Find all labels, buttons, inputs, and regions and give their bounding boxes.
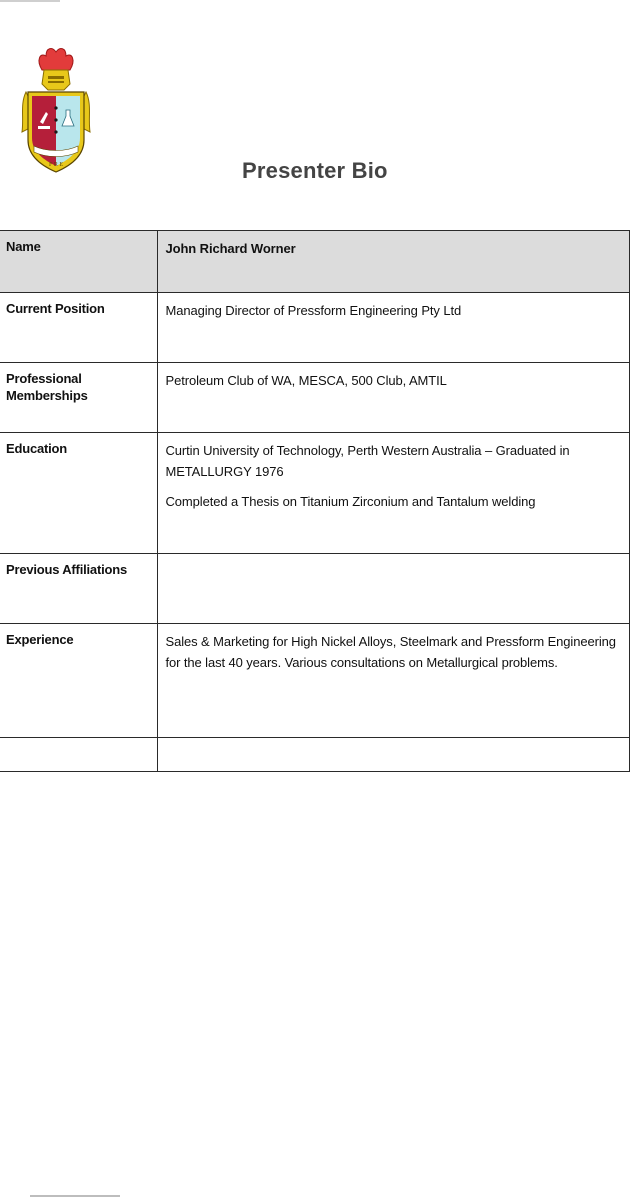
table-row — [0, 554, 629, 624]
top-edge-mark — [0, 0, 60, 2]
row-value — [157, 231, 629, 293]
row-label: Current Position — [0, 293, 157, 363]
page-title: Presenter Bio — [242, 158, 388, 183]
table-row — [0, 433, 629, 554]
row-value — [157, 624, 629, 738]
row-label: Name — [0, 231, 157, 293]
presenter-bio-table — [0, 230, 630, 772]
table-row — [0, 738, 629, 772]
value-paragraph: Managing Director of Pressform Engineering Pty Ltd — [165, 303, 462, 318]
crest-letters: F R E — [48, 162, 64, 168]
value-paragraph: Completed a Thesis on Titanium Zirconium and Tantalum welding — [165, 494, 536, 509]
row-value — [157, 363, 629, 433]
table-row — [0, 293, 629, 363]
row-value — [157, 433, 629, 554]
row-label: Experience — [0, 624, 157, 738]
value-paragraph: Sales & Marketing for High Nickel Alloys, Steelmark and Pressform Engineering for the last 40 years. Various consultations on Metallurgical problems. — [165, 634, 616, 670]
row-label: Education — [0, 433, 157, 554]
table-row — [0, 363, 629, 433]
row-label: Previous Affiliations — [0, 554, 157, 624]
row-value — [157, 293, 629, 363]
table-header-row — [0, 231, 629, 293]
table-row — [0, 624, 629, 738]
fire-engineering-crest-icon — [18, 44, 94, 184]
value-paragraph: John Richard Worner — [165, 241, 296, 256]
row-label: Professional Memberships — [0, 363, 157, 433]
value-paragraph: Petroleum Club of WA, MESCA, 500 Club, AMTIL — [165, 373, 447, 388]
row-label — [0, 738, 157, 772]
value-paragraph: Curtin University of Technology, Perth Western Australia – Graduated in METALLURGY 1976 — [165, 443, 570, 479]
row-value — [157, 738, 629, 772]
row-value — [157, 554, 629, 624]
footer-edge-mark — [30, 1195, 120, 1197]
